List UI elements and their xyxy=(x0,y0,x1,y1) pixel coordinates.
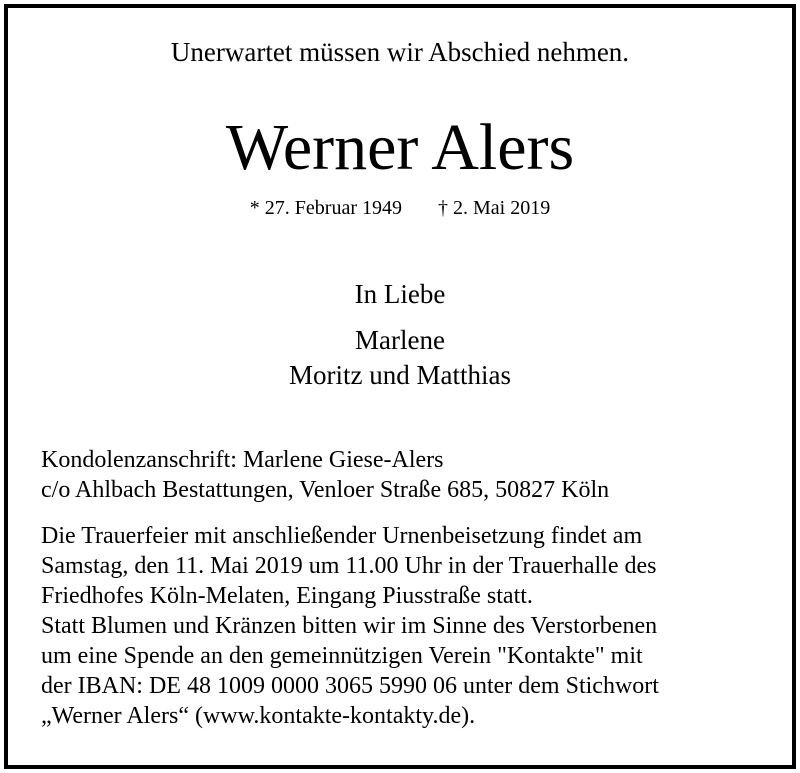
condolence-line: c/o Ahlbach Bestattungen, Venloer Straße 685, 50827 Köln xyxy=(41,477,610,503)
intro-line: Unerwartet müssen wir Abschied nehmen. xyxy=(170,37,630,67)
ceremony-line: „Werner Alers“ (www.kontakte-kontakty.de). xyxy=(41,703,476,729)
life-dates xyxy=(0,195,800,221)
family-name-children: Moritz und Matthias xyxy=(289,360,511,390)
ceremony-line: Friedhofes Köln-Melaten, Eingang Piusstraße statt. xyxy=(41,583,533,609)
ceremony-line: Samstag, den 11. Mai 2019 um 11.00 Uhr in der Trauerhalle des xyxy=(41,553,657,579)
death-date: † 2. Mai 2019 xyxy=(437,197,551,219)
in-love-line: In Liebe xyxy=(354,279,446,309)
family-name-marlene: Marlene xyxy=(355,325,445,355)
ceremony-line: um eine Spende an den gemeinnützigen Verein "Kontakte" mit xyxy=(41,643,643,669)
ceremony-line: Die Trauerfeier mit anschließender Urnenbeisetzung findet am xyxy=(41,523,643,549)
deceased-name: Werner Alers xyxy=(225,111,575,184)
birth-date: * 27. Februar 1949 xyxy=(249,197,402,219)
condolence-line: Kondolenzanschrift: Marlene Giese-Alers xyxy=(41,447,444,473)
ceremony-line: der IBAN: DE 48 1009 0000 3065 5990 06 unter dem Stichwort xyxy=(41,673,659,699)
condolence-address xyxy=(41,445,771,505)
ceremony-text xyxy=(41,521,771,731)
ceremony-line: Statt Blumen und Kränzen bitten wir im Sinne des Verstorbenen xyxy=(41,613,658,639)
